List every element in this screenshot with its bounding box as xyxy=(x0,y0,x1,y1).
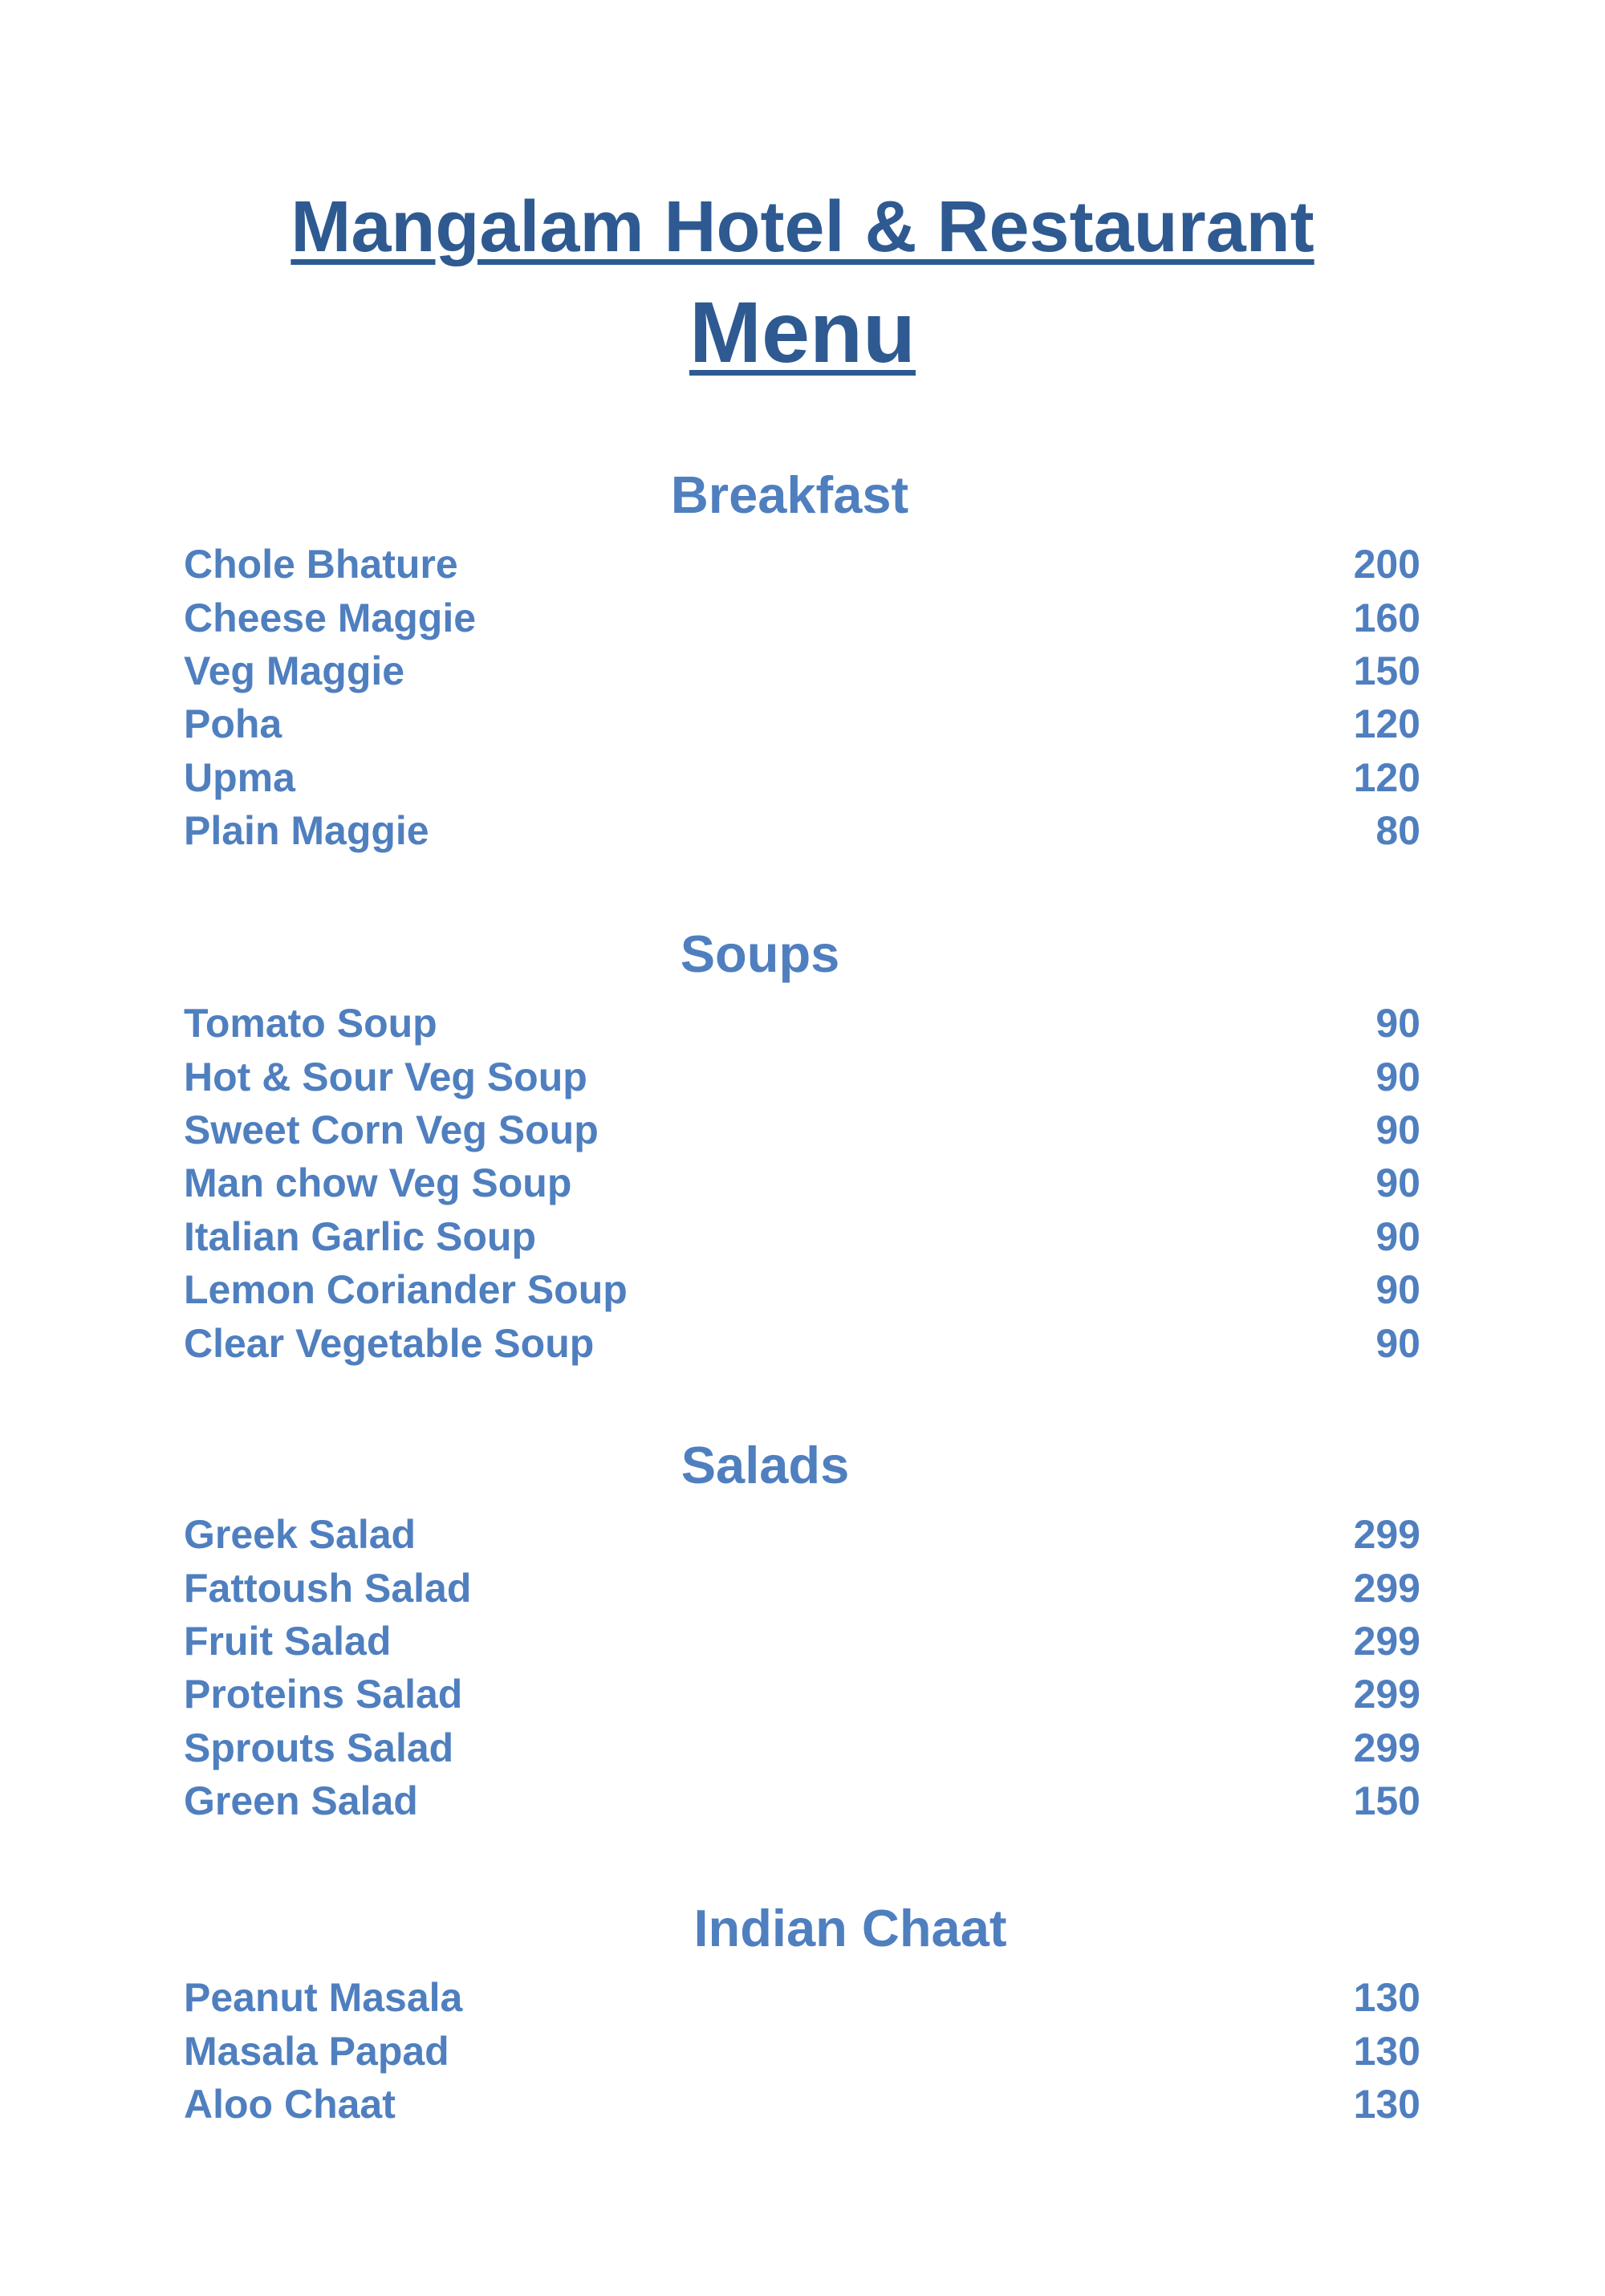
item-price: 299 xyxy=(1353,1725,1420,1770)
item-price: 200 xyxy=(1353,542,1420,587)
item-list xyxy=(184,997,1420,1370)
menu-item xyxy=(184,1316,1420,1369)
menu-item xyxy=(184,804,1420,857)
menu-item xyxy=(184,697,1420,750)
item-name: Green Salad xyxy=(184,1778,418,1824)
item-price: 130 xyxy=(1353,2028,1420,2074)
item-name: Proteins Salad xyxy=(184,1672,463,1717)
item-price: 90 xyxy=(1375,1001,1420,1046)
menu-item xyxy=(184,591,1420,644)
menu-item xyxy=(184,1103,1420,1156)
menu-item xyxy=(184,1210,1420,1263)
item-price: 90 xyxy=(1375,1160,1420,1206)
menu-item xyxy=(184,2078,1420,2131)
item-name: Sweet Corn Veg Soup xyxy=(184,1107,599,1152)
menu-item xyxy=(184,1156,1420,1209)
menu-item xyxy=(184,1050,1420,1103)
item-name: Aloo Chaat xyxy=(184,2081,396,2127)
item-price: 299 xyxy=(1353,1618,1420,1664)
menu-item xyxy=(184,751,1420,804)
item-price: 80 xyxy=(1375,808,1420,854)
item-name: Italian Garlic Soup xyxy=(184,1213,536,1259)
item-price: 90 xyxy=(1375,1213,1420,1259)
section-heading: Salads xyxy=(681,1436,850,1494)
menu-item xyxy=(184,1774,1420,1827)
item-list xyxy=(184,538,1420,857)
menu-item xyxy=(184,1721,1420,1774)
menu-item xyxy=(184,1508,1420,1561)
item-list xyxy=(184,1971,1420,2131)
menu-item xyxy=(184,1971,1420,2024)
menu-item xyxy=(184,2024,1420,2077)
item-name: Sprouts Salad xyxy=(184,1725,454,1770)
item-name: Peanut Masala xyxy=(184,1975,463,2021)
item-name: Fruit Salad xyxy=(184,1618,392,1664)
menu-item xyxy=(184,1561,1420,1614)
item-name: Greek Salad xyxy=(184,1512,416,1558)
section-heading: Soups xyxy=(680,924,840,983)
item-price: 160 xyxy=(1353,595,1420,640)
item-name: Upma xyxy=(184,754,295,800)
item-name: Lemon Coriander Soup xyxy=(184,1267,628,1313)
item-price: 120 xyxy=(1353,754,1420,800)
item-name: Man chow Veg Soup xyxy=(184,1160,572,1206)
item-name: Hot & Sour Veg Soup xyxy=(184,1054,587,1099)
item-list xyxy=(184,1508,1420,1827)
item-name: Cheese Maggie xyxy=(184,595,477,640)
item-name: Masala Papad xyxy=(184,2028,449,2074)
menu-item xyxy=(184,538,1420,591)
menu-item xyxy=(184,997,1420,1050)
item-price: 130 xyxy=(1353,2081,1420,2127)
menu-item xyxy=(184,644,1420,697)
item-price: 150 xyxy=(1353,1778,1420,1824)
item-price: 299 xyxy=(1353,1565,1420,1611)
menu-item xyxy=(184,1668,1420,1721)
item-price: 299 xyxy=(1353,1672,1420,1717)
item-name: Chole Bhature xyxy=(184,542,458,587)
item-price: 150 xyxy=(1353,648,1420,693)
item-name: Tomato Soup xyxy=(184,1001,437,1046)
item-name: Poha xyxy=(184,701,282,747)
menu-title: Menu xyxy=(689,283,916,380)
item-price: 120 xyxy=(1353,701,1420,747)
item-name: Veg Maggie xyxy=(184,648,405,693)
item-price: 90 xyxy=(1375,1107,1420,1152)
restaurant-title: Mangalam Hotel & Restaurant xyxy=(291,187,1314,267)
menu-item xyxy=(184,1615,1420,1668)
menu-item xyxy=(184,1263,1420,1316)
section-heading: Indian Chaat xyxy=(693,1899,1007,1957)
section-heading: Breakfast xyxy=(670,465,909,524)
item-price: 90 xyxy=(1375,1267,1420,1313)
item-price: 90 xyxy=(1375,1054,1420,1099)
item-name: Fattoush Salad xyxy=(184,1565,472,1611)
item-price: 130 xyxy=(1353,1975,1420,2021)
item-price: 90 xyxy=(1375,1320,1420,1366)
item-price: 299 xyxy=(1353,1512,1420,1558)
item-name: Clear Vegetable Soup xyxy=(184,1320,595,1366)
item-name: Plain Maggie xyxy=(184,808,429,854)
